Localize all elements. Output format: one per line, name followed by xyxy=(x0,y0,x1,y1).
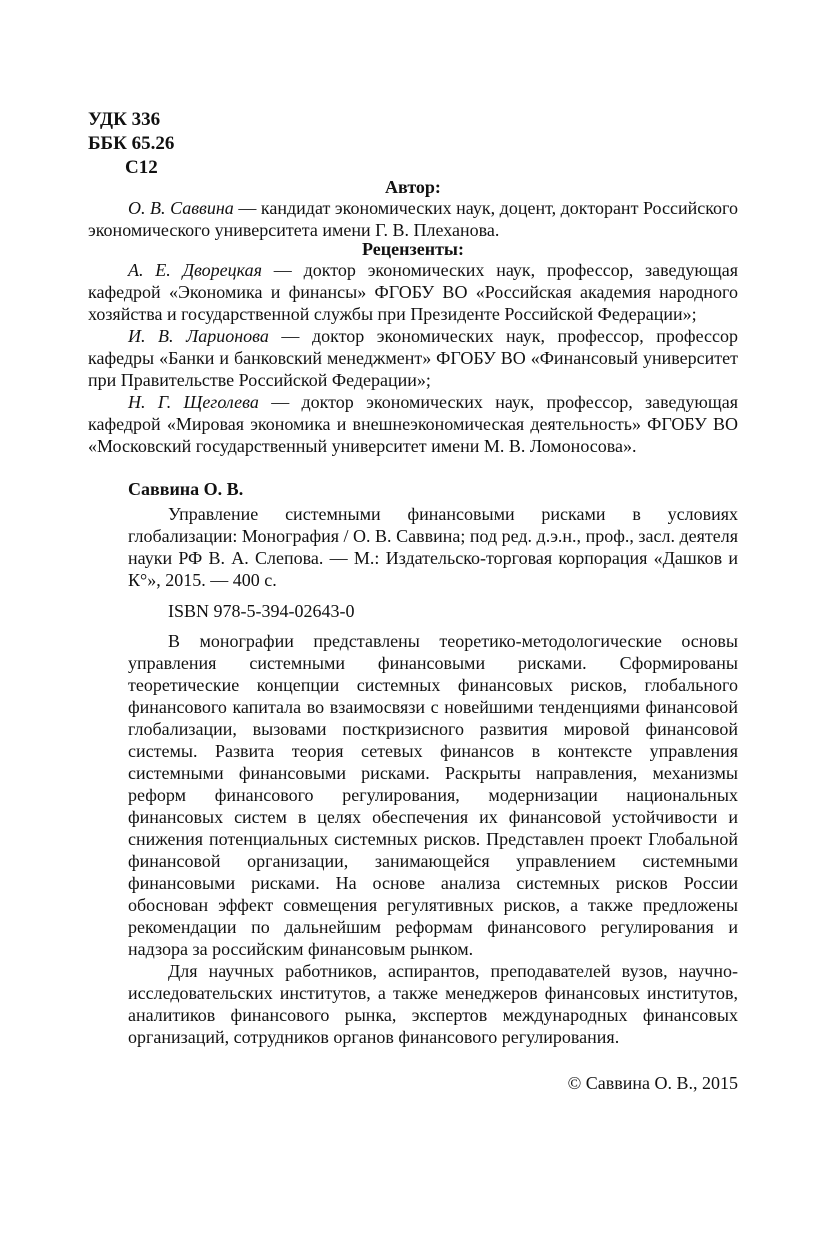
isbn: ISBN 978-5-394-02643-0 xyxy=(168,601,355,621)
reviewer-description: — доктор экономических наук, профессор, заведующая кафедрой «Экономика и финансы» ФГОБУ ВО «Российская академия народного хозяйства и государственной службы при Президенте Российской Федерации»; xyxy=(88,260,738,324)
bib-author: Саввина О. В. xyxy=(128,479,244,499)
copyright: © Саввина О. В., 2015 xyxy=(567,1073,738,1093)
reviewer-description: — доктор экономических наук, профессор, заведующая кафедрой «Мировая экономика и внешнеэкономическая деятельность» ФГОБУ ВО «Московский государственный университет имени М. В. Ломоносова». xyxy=(88,392,738,456)
reviewers-heading: Рецензенты: xyxy=(362,239,464,259)
bib-description: Управление системными финансовыми рисками в условиях глобализации: Монография / О. В. Саввина; под ред. д.э.н., проф., засл. деятеля науки РФ В. А. Слепова. — М.: Издательско-торговая корпорация «Дашков и К°», 2015. — 400 с. xyxy=(128,504,738,590)
author-description: — кандидат экономических наук, доцент, докторант Российского экономического университета имени Г. В. Плеханова. xyxy=(88,198,738,240)
reviewer-item xyxy=(88,325,738,391)
annotation-paragraph-2: Для научных работников, аспирантов, преподавателей вузов, научно-исследовательских институтов, а также менеджеров финансовых институтов, аналитиков финансового рынка, экспертов международных финансовых организаций, сотрудников органов финансового регулирования. xyxy=(128,961,738,1047)
reviewer-item xyxy=(88,391,738,457)
annotation xyxy=(128,630,738,1048)
reviewer-description: — доктор экономических наук, профессор, профессор кафедры «Банки и банковский менеджмент» ФГОБУ ВО «Финансовый университет при Правительстве Российской Федерации»; xyxy=(88,326,738,390)
reviewer-name: Н. Г. Щеголева xyxy=(128,392,259,412)
annotation-paragraph-1: В монографии представлены теоретико-методологические основы управления системными финансовыми рисками. Сформированы теоретические концепции системных финансовых рисков, глобального финансового капитала во взаимосвязи с новейшими тенденциями финансовой глобализации, вызовами посткризисного развития мировой финансовой системы. Развита теория сетевых финансов в контексте управления системными финансовыми рисками. Раскрыты направления, механизмы реформ финансового регулирования, модернизации национальных финансовых систем в целях обеспечения их финансовой устойчивости и снижения потенциальных системных рисков. Представлен проект Глобальной финансовой организации, занимающейся управлением системными финансовыми рисками. На основе анализа системных рисков России обоснован эффект совмещения регулятивных рисков, а также предложены рекомендации по дальнейшим реформам финансового регулирования и надзора за российским финансовым рынком. xyxy=(128,631,738,959)
udk-code: УДК 336 xyxy=(88,109,161,130)
author-heading: Автор: xyxy=(385,177,441,197)
reviewer-item xyxy=(88,259,738,325)
author-mark: С12 xyxy=(125,157,158,178)
bbk-code: ББК 65.26 xyxy=(88,133,175,154)
classification-codes xyxy=(88,108,174,180)
author-name: О. В. Саввина xyxy=(128,198,234,218)
author-info xyxy=(88,197,738,241)
reviewer-name: А. Е. Дворецкая xyxy=(128,260,262,280)
reviewer-name: И. В. Ларионова xyxy=(128,326,269,346)
reviewers-list xyxy=(88,259,738,457)
bib-record xyxy=(128,503,738,591)
